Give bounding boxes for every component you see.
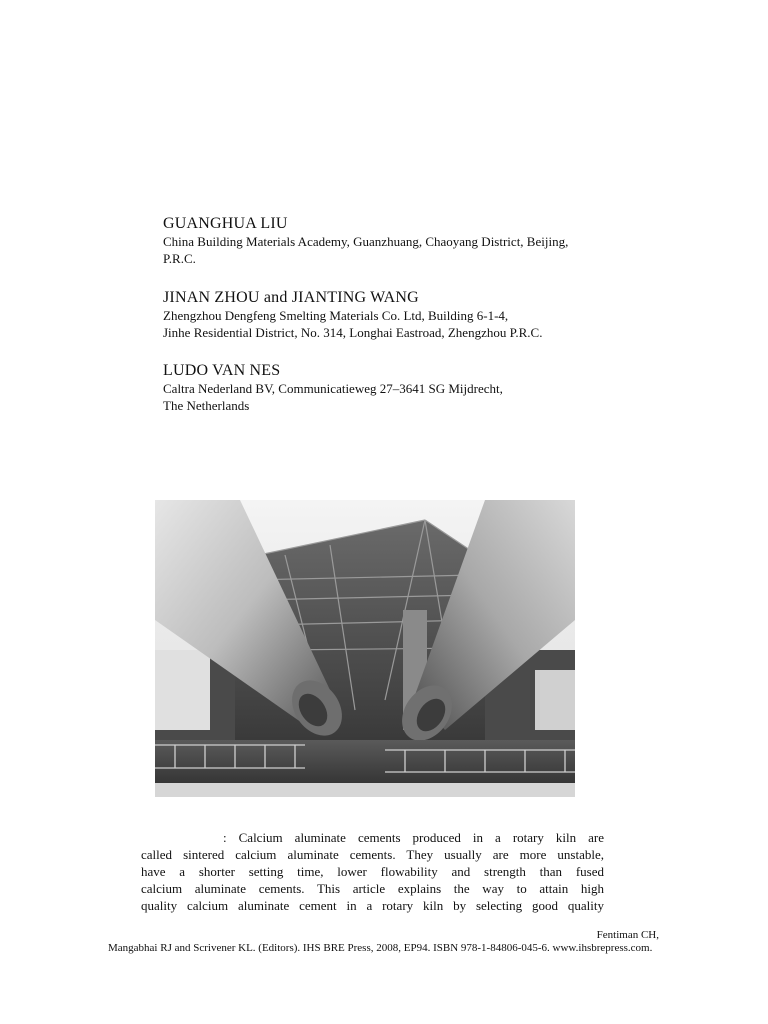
abstract-line: quality calcium aluminate cement in a rotary kiln by selecting good quality (141, 898, 604, 913)
author-affiliation-line: The Netherlands (163, 398, 250, 413)
author-affiliation-line: P.R.C. (163, 251, 196, 266)
author-affiliation-line: Caltra Nederland BV, Communicatieweg 27–3641 SG Mijdrecht, (163, 381, 503, 396)
abstract-line: called sintered calcium aluminate cements. They usually are more unstable, (141, 847, 604, 862)
abstract-line: : Calcium aluminate cements produced in a rotary kiln are (223, 830, 604, 845)
author-name: JINAN ZHOU and JIANTING WANG (163, 289, 419, 306)
author-block-liu (163, 215, 663, 267)
author-name: GUANGHUA LIU (163, 215, 288, 232)
footer-citation-line1: Fentiman CH, (596, 929, 659, 941)
abstract-line: have a shorter setting time, lower flowability and strength than fused (141, 864, 604, 879)
footer-citation-line2: Mangabhai RJ and Scrivener KL. (Editors). IHS BRE Press, 2008, EP94. ISBN 978-1-84806-045-6. www.ihsbrepress.com. (108, 942, 653, 954)
rotary-kiln-photo (155, 500, 575, 797)
author-affiliation-line: Jinhe Residential District, No. 314, Longhai Eastroad, Zhengzhou P.R.C. (163, 325, 543, 340)
abstract-paragraph (141, 829, 604, 914)
author-block-zhou-wang (163, 289, 663, 341)
abstract-line: calcium aluminate cements. This article explains the way to attain high (141, 881, 604, 896)
author-block-van-nes (163, 362, 663, 414)
author-affiliation-line: Zhengzhou Dengfeng Smelting Materials Co. Ltd, Building 6-1-4, (163, 308, 509, 323)
author-affiliation-line: China Building Materials Academy, Guanzhuang, Chaoyang District, Beijing, (163, 234, 569, 249)
author-name: LUDO VAN NES (163, 362, 281, 379)
